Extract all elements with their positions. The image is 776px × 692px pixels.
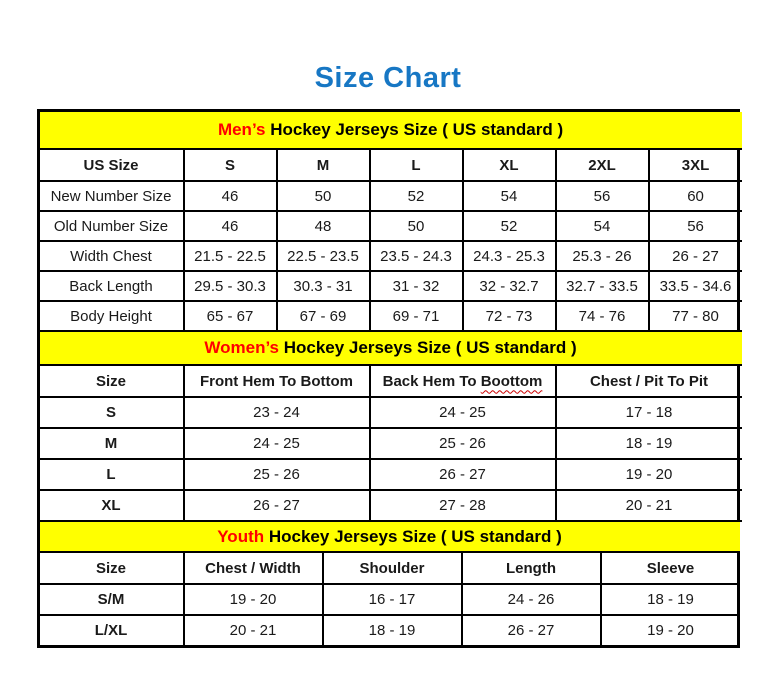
cell-value: 56 [556,181,649,211]
cell-value: 19 - 20 [184,584,323,615]
cell-value: 54 [556,211,649,241]
mens-header-row [40,149,742,181]
cell-value: 22.5 - 23.5 [277,241,370,271]
cell-value: 52 [370,181,463,211]
cell-value: 24 - 25 [184,428,370,459]
cell-value: 69 - 71 [370,301,463,331]
cell-value: 32 - 32.7 [463,271,556,301]
column-header-misspelled [370,365,556,397]
cell-value: 48 [277,211,370,241]
cell-value: 46 [184,211,277,241]
row-label: S/M [40,584,184,615]
youth-size-table [40,522,740,645]
cell-value: 29.5 - 30.3 [184,271,277,301]
column-header: Sleeve [601,552,740,584]
row-label: New Number Size [40,181,184,211]
womens-header-row [40,365,742,397]
cell-value: 77 - 80 [649,301,742,331]
cell-value: 23 - 24 [184,397,370,428]
table-row [40,301,742,331]
cell-value: 17 - 18 [556,397,742,428]
cell-value: 19 - 20 [601,615,740,645]
column-header: Length [462,552,601,584]
cell-value: 26 - 27 [462,615,601,645]
column-header: Front Hem To Bottom [184,365,370,397]
womens-heading-rest: Hockey Jerseys Size ( US standard ) [279,338,577,357]
table-row [40,181,742,211]
cell-value: 56 [649,211,742,241]
womens-section-band [40,332,742,365]
row-label: Width Chest [40,241,184,271]
row-label: M [40,428,184,459]
column-header: Shoulder [323,552,462,584]
cell-value: 60 [649,181,742,211]
cell-value: 19 - 20 [556,459,742,490]
womens-heading-highlight: Women’s [204,338,279,357]
youth-heading-rest: Hockey Jerseys Size ( US standard ) [264,526,562,546]
cell-value: 52 [463,211,556,241]
column-header: 2XL [556,149,649,181]
cell-value: 20 - 21 [184,615,323,645]
cell-value: 25.3 - 26 [556,241,649,271]
column-header: S [184,149,277,181]
cell-value: 24 - 26 [462,584,601,615]
column-header: 3XL [649,149,742,181]
cell-value: 18 - 19 [601,584,740,615]
cell-value: 65 - 67 [184,301,277,331]
table-row [40,241,742,271]
table-row [40,490,742,521]
cell-value: 31 - 32 [370,271,463,301]
cell-value: 72 - 73 [463,301,556,331]
cell-value: 30.3 - 31 [277,271,370,301]
row-label: L/XL [40,615,184,645]
cell-value: 23.5 - 24.3 [370,241,463,271]
cell-value: 26 - 27 [184,490,370,521]
back-hem-misspelled-word: Boottom [480,372,543,390]
cell-value: 18 - 19 [323,615,462,645]
youth-section-heading [40,522,740,552]
cell-value: 24.3 - 25.3 [463,241,556,271]
column-header: L [370,149,463,181]
row-label: Back Length [40,271,184,301]
cell-value: 46 [184,181,277,211]
table-row [40,428,742,459]
cell-value: 26 - 27 [370,459,556,490]
table-row [40,211,742,241]
youth-heading-highlight: Youth [217,526,265,546]
cell-value: 50 [370,211,463,241]
mens-heading-rest: Hockey Jerseys Size ( US standard ) [265,120,564,139]
table-row [40,615,740,645]
column-header: Size [40,552,184,584]
womens-size-table [40,332,742,522]
cell-value: 27 - 28 [370,490,556,521]
cell-value: 54 [463,181,556,211]
table-row [40,459,742,490]
size-chart-container [37,109,740,648]
column-header: Size [40,365,184,397]
table-row [40,271,742,301]
page-title: Size Chart [314,62,462,94]
mens-size-table [40,112,742,332]
column-header: Chest / Pit To Pit [556,365,742,397]
mens-section-heading [40,112,742,149]
row-label: S [40,397,184,428]
column-header: Chest / Width [184,552,323,584]
cell-value: 32.7 - 33.5 [556,271,649,301]
cell-value: 33.5 - 34.6 [649,271,742,301]
cell-value: 21.5 - 22.5 [184,241,277,271]
row-label: Body Height [40,301,184,331]
cell-value: 24 - 25 [370,397,556,428]
cell-value: 67 - 69 [277,301,370,331]
cell-value: 18 - 19 [556,428,742,459]
cell-value: 74 - 76 [556,301,649,331]
table-row [40,584,740,615]
column-header: M [277,149,370,181]
table-row [40,397,742,428]
youth-header-row [40,552,740,584]
cell-value: 16 - 17 [323,584,462,615]
column-header: US Size [40,149,184,181]
mens-section-band [40,112,742,149]
youth-section-band [40,522,740,552]
cell-value: 50 [277,181,370,211]
column-header: XL [463,149,556,181]
cell-value: 25 - 26 [184,459,370,490]
cell-value: 26 - 27 [649,241,742,271]
row-label: L [40,459,184,490]
mens-heading-highlight: Men’s [217,120,266,139]
cell-value: 20 - 21 [556,490,742,521]
cell-value: 25 - 26 [370,428,556,459]
womens-section-heading [40,332,742,365]
back-hem-prefix: Back Hem To [382,372,481,390]
row-label: Old Number Size [40,211,184,241]
row-label: XL [40,490,184,521]
